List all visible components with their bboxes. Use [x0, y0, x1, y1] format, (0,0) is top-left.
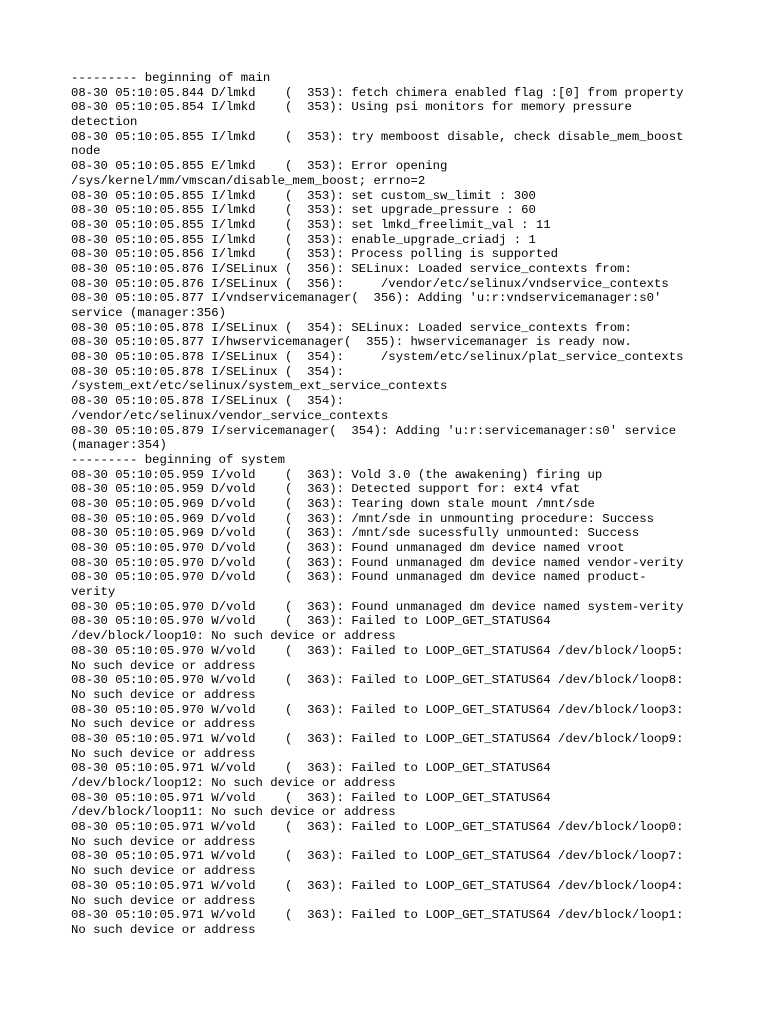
log-line: 08-30 05:10:05.878 I/SELinux ( 354):: [71, 394, 345, 409]
log-line: 08-30 05:10:05.855 I/lmkd ( 353): set upgrade_pressure : 60: [71, 203, 536, 218]
log-line: No such device or address: [71, 922, 256, 937]
log-line: (manager:354): [71, 438, 167, 453]
log-line: 08-30 05:10:05.959 I/vold ( 363): Vold 3.0 (the awakening) firing up: [71, 467, 603, 482]
log-line: No such device or address: [71, 687, 256, 702]
log-line: No such device or address: [71, 893, 256, 908]
log-line: /dev/block/loop10: No such device or address: [71, 629, 396, 644]
log-line: --------- beginning of system: [71, 452, 286, 467]
log-line: 08-30 05:10:05.855 I/lmkd ( 353): try memboost disable, check disable_mem_boost: [71, 129, 684, 144]
log-line: 08-30 05:10:05.877 I/vndservicemanager( 356): Adding 'u:r:vndservicemanager:s0': [71, 291, 662, 306]
log-line: 08-30 05:10:05.876 I/SELinux ( 356): SELinux: Loaded service_contexts from:: [71, 261, 632, 276]
log-line: 08-30 05:10:05.969 D/vold ( 363): /mnt/sde sucessfully unmounted: Success: [71, 526, 640, 541]
log-line: 08-30 05:10:05.970 D/vold ( 363): Found unmanaged dm device named vendor-verity: [71, 555, 684, 570]
log-line: 08-30 05:10:05.970 W/vold ( 363): Failed to LOOP_GET_STATUS64 /dev/block/loop5:: [71, 643, 684, 658]
log-line: No such device or address: [71, 746, 256, 761]
log-line: No such device or address: [71, 864, 256, 879]
log-line: 08-30 05:10:05.971 W/vold ( 363): Failed to LOOP_GET_STATUS64 /dev/block/loop9:: [71, 731, 684, 746]
log-line: /dev/block/loop11: No such device or address: [71, 805, 396, 820]
log-line: 08-30 05:10:05.855 I/lmkd ( 353): set custom_sw_limit : 300: [71, 188, 536, 203]
log-line: 08-30 05:10:05.876 I/SELinux ( 356): /vendor/etc/selinux/vndservice_contexts: [71, 276, 669, 291]
log-line: verity: [71, 585, 116, 600]
log-line: 08-30 05:10:05.971 W/vold ( 363): Failed to LOOP_GET_STATUS64 /dev/block/loop1:: [71, 908, 684, 923]
log-line: 08-30 05:10:05.879 I/servicemanager( 354): Adding 'u:r:servicemanager:s0' service: [71, 423, 677, 438]
log-line: 08-30 05:10:05.855 E/lmkd ( 353): Error opening: [71, 159, 448, 174]
log-line: 08-30 05:10:05.855 I/lmkd ( 353): set lmkd_freelimit_val : 11: [71, 217, 551, 232]
log-line: 08-30 05:10:05.855 I/lmkd ( 353): enable_upgrade_criadj : 1: [71, 232, 536, 247]
log-line: 08-30 05:10:05.969 D/vold ( 363): /mnt/sde in unmounting procedure: Success: [71, 511, 654, 526]
log-document: [71, 71, 711, 952]
log-line: No such device or address: [71, 658, 256, 673]
log-line: 08-30 05:10:05.970 D/vold ( 363): Found unmanaged dm device named system-verity: [71, 599, 684, 614]
log-line: 08-30 05:10:05.878 I/SELinux ( 354): SELinux: Loaded service_contexts from:: [71, 320, 632, 335]
log-line: /vendor/etc/selinux/vendor_service_contexts: [71, 408, 389, 423]
log-line: /dev/block/loop12: No such device or address: [71, 776, 396, 790]
log-line: No such device or address: [71, 717, 256, 732]
log-line: node: [71, 144, 101, 159]
log-line: --------- beginning of main: [71, 71, 271, 85]
log-line: 08-30 05:10:05.854 I/lmkd ( 353): Using psi monitors for memory pressure: [71, 100, 632, 115]
log-line: 08-30 05:10:05.971 W/vold ( 363): Failed to LOOP_GET_STATUS64 /dev/block/loop0:: [71, 820, 684, 835]
log-line: 08-30 05:10:05.971 W/vold ( 363): Failed to LOOP_GET_STATUS64: [71, 790, 551, 805]
log-line: 08-30 05:10:05.959 D/vold ( 363): Detected support for: ext4 vfat: [71, 482, 581, 497]
log-line: 08-30 05:10:05.970 D/vold ( 363): Found unmanaged dm device named vroot: [71, 541, 625, 555]
log-line: 08-30 05:10:05.844 D/lmkd ( 353): fetch chimera enabled flag :[0] from property: [71, 85, 684, 100]
log-line: /system_ext/etc/selinux/system_ext_service_contexts: [71, 379, 448, 394]
log-line: service (manager:356): [71, 306, 226, 320]
log-line: 08-30 05:10:05.970 W/vold ( 363): Failed to LOOP_GET_STATUS64 /dev/block/loop8:: [71, 673, 684, 688]
log-line: 08-30 05:10:05.971 W/vold ( 363): Failed to LOOP_GET_STATUS64 /dev/block/loop7:: [71, 849, 684, 864]
log-line: 08-30 05:10:05.969 D/vold ( 363): Tearing down stale mount /mnt/sde: [71, 496, 595, 511]
log-line: 08-30 05:10:05.856 I/lmkd ( 353): Process polling is supported: [71, 247, 559, 262]
log-line: 08-30 05:10:05.970 W/vold ( 363): Failed to LOOP_GET_STATUS64: [71, 614, 551, 629]
log-line: 08-30 05:10:05.971 W/vold ( 363): Failed to LOOP_GET_STATUS64 /dev/block/loop4:: [71, 878, 684, 893]
log-line: 08-30 05:10:05.971 W/vold ( 363): Failed to LOOP_GET_STATUS64: [71, 761, 551, 776]
log-line: detection: [71, 115, 138, 130]
log-line: 08-30 05:10:05.878 I/SELinux ( 354):: [71, 364, 345, 379]
log-line: 08-30 05:10:05.877 I/hwservicemanager( 355): hwservicemanager is ready now.: [71, 335, 632, 350]
log-line: 08-30 05:10:05.970 W/vold ( 363): Failed to LOOP_GET_STATUS64 /dev/block/loop3:: [71, 702, 684, 717]
log-line: /sys/kernel/mm/vmscan/disable_mem_boost; errno=2: [71, 173, 426, 188]
log-line: 08-30 05:10:05.878 I/SELinux ( 354): /system/etc/selinux/plat_service_contexts: [71, 350, 684, 365]
log-line: No such device or address: [71, 834, 256, 849]
log-line: 08-30 05:10:05.970 D/vold ( 363): Found unmanaged dm device named product-: [71, 570, 647, 585]
log-line: [71, 938, 711, 953]
